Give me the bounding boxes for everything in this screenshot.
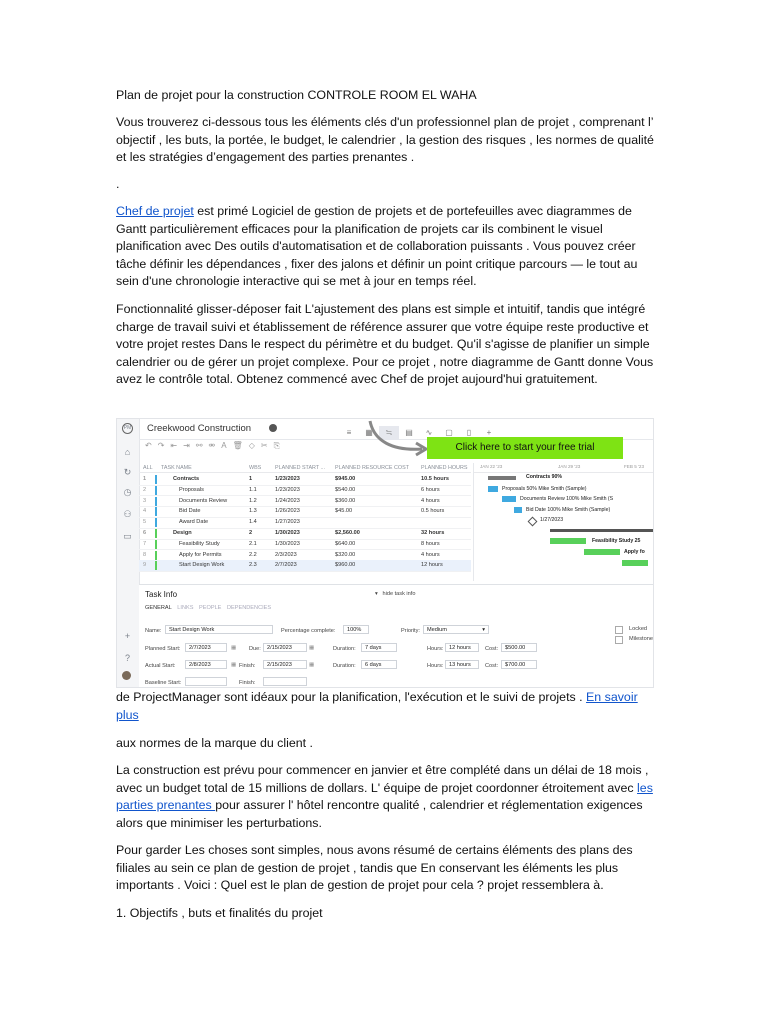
cell-start: 1/23/2023 [275, 486, 300, 493]
chart-view-icon[interactable]: ∿ [425, 428, 433, 437]
row-color-marker [155, 486, 157, 495]
due-input[interactable]: 2/15/2023 [263, 643, 307, 652]
gantt-week-1: JAN 22 '23 [480, 464, 503, 469]
left-rail [117, 419, 140, 687]
actual-cost-input[interactable]: $700.00 [501, 660, 537, 669]
cell-name: Award Date [179, 519, 209, 526]
priority-label: Priority: [401, 628, 420, 634]
cell-cost: $360.00 [335, 497, 356, 504]
cell-n: 8 [143, 551, 147, 558]
paragraph-3-text: de ProjectManager sont idéaux pour la planification, l'exécution et le suivi de projets . [116, 690, 587, 704]
cell-start: 1/23/2023 [275, 476, 300, 482]
col-resource-cost[interactable]: PLANNED RESOURCE COST [335, 465, 409, 471]
locked-label: Locked [629, 626, 648, 632]
cell-n: 7 [143, 540, 147, 547]
planned-duration-input[interactable]: 7 days [361, 643, 397, 652]
hide-task-info-label: hide task info [382, 591, 416, 597]
task-info-tabs [145, 605, 275, 611]
dot-line: . [116, 177, 120, 191]
home-icon[interactable]: ⌂ [124, 447, 131, 457]
baseline-start-input[interactable] [185, 677, 227, 686]
cell-wbs: 2.1 [249, 540, 257, 547]
cell-n: 2 [143, 486, 147, 493]
actual-duration-input[interactable]: 6 days [361, 660, 397, 669]
cell-wbs: 2.3 [249, 562, 257, 569]
name-label: Name: [145, 628, 162, 634]
cell-cost: $2,560.00 [335, 530, 360, 536]
col-planned-hours[interactable]: PLANNED HOURS [421, 465, 468, 471]
milestone-checkbox[interactable] [615, 636, 623, 644]
priority-select[interactable] [423, 625, 489, 634]
people-icon[interactable]: ⚇ [123, 509, 132, 519]
table-row[interactable] [139, 528, 471, 540]
document-title: Plan de projet pour la construction CONTROLE ROOM EL WAHA [116, 88, 477, 102]
cell-wbs: 1.2 [249, 497, 257, 504]
text-icon[interactable]: A [221, 441, 227, 450]
cost-label: Cost: [485, 646, 499, 652]
table-row[interactable] [139, 474, 471, 486]
due-label: Due: [249, 646, 261, 652]
intro-paragraph: Vous trouverez ci-dessous tous les éléments clés d'un professionnel plan de projet , comprenant l’ objectif , les buts, la portée, le budget, le calendrier , la gestion des risques , les normes de qualité et les stratégies d’engagement des parties prenantes . [116, 115, 654, 165]
gantt-label-proposals: Proposals 50% Mike Smith (Sample) [502, 486, 587, 492]
cell-start: 1/30/2023 [275, 530, 300, 536]
cell-start: 2/7/2023 [275, 562, 297, 569]
cell-n: 9 [143, 562, 147, 569]
actual-hours-input[interactable]: 13 hours [445, 660, 479, 669]
gantt-label-permits: Apply fo [624, 549, 645, 555]
row-color-marker [155, 475, 157, 484]
table-row[interactable] [139, 560, 471, 572]
board-view-icon[interactable]: ▦ [365, 428, 373, 437]
percentage-label: Percentage complete: [281, 628, 336, 634]
indent-icon[interactable]: ⇤ [170, 441, 178, 450]
cut-icon[interactable]: ✂ [260, 441, 268, 450]
free-trial-button[interactable]: Click here to start your free trial [427, 437, 623, 459]
cell-wbs: 1.3 [249, 508, 257, 515]
paragraph-1-text: est primé Logiciel de gestion de projets et de portefeuilles avec diagrammes de Gantt particulièrement efficaces pour la planification de projets car ils combinent le visuel planification avec Des outils d'automatisation et de collaboration puissants . Vous pouvez créer tâche définir les dépendances , fixer des jalons et définir un point critique parcours — le tout au sein d'une chronologie interactive qui se met à jour en temps réel. [116, 204, 638, 289]
outdent-icon[interactable]: ⇥ [183, 441, 190, 450]
paragraph-chef-de-projet [116, 203, 656, 291]
tab-people[interactable]: PEOPLE [199, 605, 222, 611]
gantt-bar-design[interactable] [550, 529, 654, 532]
table-row[interactable] [139, 496, 471, 508]
gantt-bar-proposals[interactable] [488, 486, 498, 492]
paragraph-brand-norms: aux normes de la marque du client . [116, 736, 313, 750]
paragraph-summary: Pour garder Les choses sont simples, nous avons résumé de certains éléments des plans des filiales au sein ce plan de gestion de projet , tandis que En conservant les éléments les plus importants . Voici : Quel est le plan de gestion de projet pour cela ? projet ressemblera à. [116, 843, 633, 893]
hours-label: Hours: [427, 646, 444, 652]
refresh-icon[interactable]: ↻ [123, 467, 132, 477]
cell-hours: 4 hours [421, 497, 440, 504]
paragraph-features: Fonctionnalité glisser-déposer fait L'ajustement des plans est simple et intuitif, tandis que intégré charge de travail suivi et établissement de référence assurer que votre équipe reste productive et votre projet restes Dans le respect du périmètre et du budget. Qu'il s'agisse de planifier un simple calendrier ou de gérer un projet complexe. Pour ce projet , notre diagramme de Gantt donne Vous avez le contrôle total. Obtenez commencé avec Chef de projet aujourd'hui gratuitement. [116, 302, 654, 387]
cell-hours: 8 hours [421, 540, 440, 547]
cell-wbs: 2 [249, 530, 253, 536]
calendar-icon[interactable]: ▦ [231, 662, 237, 668]
cell-wbs: 1 [249, 476, 253, 482]
sheet-view-icon[interactable]: ▤ [405, 428, 413, 437]
cell-wbs: 1.1 [249, 486, 257, 493]
row-color-marker [155, 497, 157, 506]
cell-name: Design [173, 530, 192, 536]
actual-cost-label: Cost: [485, 663, 499, 669]
percentage-input[interactable]: 100% [343, 625, 369, 634]
baseline-finish-input[interactable] [263, 677, 307, 686]
cell-n: 5 [143, 519, 147, 526]
milestone-icon[interactable]: ◇ [248, 441, 255, 450]
section-heading-objectives: 1. Objectifs , buts et finalités du projet [116, 906, 323, 920]
calendar-icon[interactable]: ▦ [309, 662, 315, 668]
milestone-label: Milestone [629, 636, 653, 642]
grid-header [139, 463, 471, 473]
row-color-marker [155, 507, 157, 516]
table-row[interactable] [139, 506, 471, 518]
cell-cost: $45.00 [335, 508, 353, 515]
col-all[interactable]: ALL [143, 465, 153, 471]
cell-name: Proposals [179, 486, 204, 493]
paragraph-projectmanager [116, 689, 656, 724]
row-color-marker [155, 551, 157, 560]
finish-label: Finish: [239, 663, 256, 669]
priority-value: Medium [427, 627, 447, 633]
cell-name: Documents Review [179, 497, 228, 504]
baseline-finish-label: Finish: [239, 680, 256, 686]
gantt-label-feasibility: Feasibility Study 25 [592, 538, 641, 544]
cell-name: Contracts [173, 476, 200, 482]
project-avatar-icon [269, 424, 277, 432]
table-row[interactable] [139, 517, 471, 529]
gantt-bar-permits[interactable] [584, 549, 620, 555]
planned-cost-input[interactable]: $500.00 [501, 643, 537, 652]
planned-hours-input[interactable]: 12 hours [445, 643, 479, 652]
paragraph-5-text-b: pour assurer l' hôtel rencontre qualité , calendrier et réglementation exigences alors que minimiser les perturbations. [116, 798, 643, 830]
task-info-title: Task Info [145, 590, 178, 599]
cell-cost: $540.00 [335, 486, 356, 493]
cell-n: 1 [143, 476, 147, 482]
avatar[interactable] [122, 671, 131, 680]
copy-icon[interactable]: ⎘ [273, 441, 280, 450]
chevron-down-icon: ▾ [482, 627, 485, 633]
gantt-bar-contracts[interactable] [488, 476, 516, 480]
cell-cost: $945.00 [335, 476, 356, 482]
cell-n: 3 [143, 497, 147, 504]
cell-start: 1/26/2023 [275, 508, 300, 515]
app-name: Creekwood Construction [147, 423, 252, 434]
actual-hours-label: Hours: [427, 663, 444, 669]
cell-hours: 12 hours [421, 562, 443, 569]
delete-icon[interactable]: 🗑 [232, 441, 243, 450]
gantt-label-bid-date: Bid Date 100% Mike Smith (Sample) [526, 507, 611, 513]
cell-wbs: 2.2 [249, 551, 257, 558]
table-row[interactable] [139, 485, 471, 497]
cell-wbs: 1.4 [249, 519, 257, 526]
actual-finish-input[interactable]: 2/15/2023 [263, 660, 307, 669]
tab-dependencies[interactable]: DEPENDENCIES [226, 605, 272, 611]
cell-name: Apply for Permits [179, 551, 222, 558]
clock-icon[interactable]: ◷ [123, 487, 132, 497]
cell-start: 1/27/2023 [275, 519, 300, 526]
link-icon[interactable]: ⚯ [195, 441, 203, 450]
add-icon[interactable]: + [124, 631, 131, 641]
cell-hours: 0.5 hours [421, 508, 445, 515]
doc-view-icon[interactable]: ▯ [466, 428, 472, 437]
list-view-icon[interactable]: ≡ [346, 428, 352, 437]
gantt-label-contracts: Contracts 90% [526, 474, 563, 480]
gantt-bar-documents-review[interactable] [502, 496, 516, 502]
calendar-icon[interactable]: ▦ [309, 645, 315, 651]
duration-label: Duration: [333, 646, 356, 652]
cell-hours: 32 hours [421, 530, 445, 536]
actual-start-input[interactable]: 2/8/2023 [185, 660, 227, 669]
unlink-icon[interactable]: ⚮ [208, 441, 216, 450]
locked-checkbox[interactable] [615, 626, 623, 634]
cell-name: Bid Date [179, 508, 201, 515]
task-info-panel [139, 584, 653, 688]
baseline-start-label: Baseline Start: [145, 680, 182, 686]
gantt-bar-bid-date[interactable] [514, 507, 522, 513]
gantt-label-documents-review: Documents Review 100% Mike Smith (S [520, 496, 614, 502]
gantt-milestone-award-date[interactable] [528, 517, 538, 527]
task-grid [139, 463, 471, 581]
tab-general[interactable]: GENERAL [145, 605, 172, 611]
cell-hours: 4 hours [421, 551, 440, 558]
briefcase-icon[interactable]: ▭ [123, 531, 132, 541]
redo-icon[interactable]: ↷ [157, 441, 165, 450]
task-name-input[interactable]: Start Design Work [165, 625, 273, 634]
gantt-bar-feasibility[interactable] [550, 538, 586, 544]
col-wbs[interactable]: WBS [249, 465, 262, 471]
cell-name: Start Design Work [179, 562, 225, 569]
row-color-marker [155, 540, 157, 549]
actual-duration-label: Duration: [333, 663, 356, 669]
projectmanager-screenshot [116, 418, 654, 688]
planned-start-input[interactable]: 2/7/2023 [185, 643, 227, 652]
planned-start-label: Planned Start: [145, 646, 181, 652]
gantt-header [474, 463, 654, 473]
cell-cost: $640.00 [335, 540, 356, 547]
parties-prenantes-link[interactable]: les parties prenantes [116, 780, 653, 813]
en-savoir-plus-link[interactable]: En savoir plus [116, 690, 638, 722]
paragraph-construction [116, 762, 656, 832]
gantt-chart [473, 463, 654, 581]
gantt-week-2: JAN 29 '23 [558, 464, 581, 469]
cell-n: 6 [143, 530, 147, 536]
chef-de-projet-link[interactable]: Chef de projet [116, 204, 194, 218]
cell-n: 4 [143, 508, 147, 515]
gantt-bar-start-design[interactable] [622, 560, 648, 566]
undo-icon[interactable]: ↶ [145, 441, 152, 450]
gantt-label-award-date: 1/27/2023 [540, 517, 564, 523]
add-view-icon[interactable]: + [486, 428, 492, 437]
tab-links[interactable]: LINKS [177, 605, 194, 611]
gantt-view-icon[interactable]: ≒ [379, 426, 399, 440]
cell-start: 1/24/2023 [275, 497, 300, 504]
table-row[interactable] [139, 539, 471, 551]
row-color-marker [155, 561, 157, 570]
col-planned-start[interactable]: PLANNED START ... [275, 465, 326, 471]
row-color-marker [155, 529, 157, 538]
cell-cost: $320.00 [335, 551, 356, 558]
cell-cost: $960.00 [335, 562, 356, 569]
calendar-view-icon[interactable]: ▢ [445, 428, 453, 437]
actual-start-label: Actual Start: [145, 663, 176, 669]
cell-start: 1/30/2023 [275, 540, 300, 547]
cell-start: 2/3/2023 [275, 551, 297, 558]
cell-hours: 10.5 hours [421, 476, 449, 482]
help-icon[interactable]: ? [124, 653, 130, 663]
cell-name: Feasibility Study [179, 540, 220, 547]
col-task-name[interactable]: TASK NAME [161, 465, 192, 471]
cell-hours: 6 hours [421, 486, 440, 493]
calendar-icon[interactable]: ▦ [231, 645, 237, 651]
hide-task-info-toggle[interactable]: ▾ hide task info [375, 591, 416, 597]
gantt-week-3: FEB 5 '23 [624, 464, 645, 469]
logo-icon: PM [122, 423, 133, 434]
row-color-marker [155, 518, 157, 527]
paragraph-5-text-a: La construction est prévu pour commencer en janvier et être complété dans un délai de 18 mois , avec un budget total de 15 millions de dollars. L' équipe de projet coordonner étroitement avec [116, 763, 649, 795]
table-row[interactable] [139, 550, 471, 562]
